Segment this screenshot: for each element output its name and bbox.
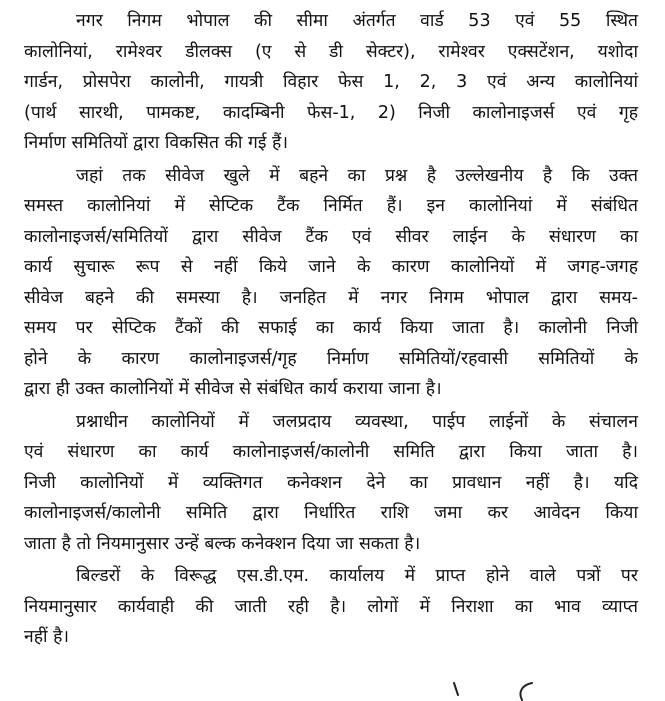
paragraph-line: कालोनियां, रामेश्वर डीलक्स (ए से डी सेक्टर), रामेश्वर एक्सटेंशन, यशोदा <box>24 41 638 62</box>
paragraph-line: प्रश्नाधीन कालोनियों में जलप्रदाय व्यवस्था, पाईप लाईनों के संचालन <box>76 411 638 432</box>
paragraph-water-supply <box>24 407 638 560</box>
paragraph-line: जाता है तो नियमानुसार उन्हें बल्क कनेक्शन दिया जा सकता है। <box>24 533 421 554</box>
paragraph-line: कालोनाइजर्स/कालोनी समिति द्वारा निर्धारित राशि जमा कर आवेदन किया <box>24 503 638 523</box>
paragraph-sewage <box>24 161 638 405</box>
paragraph-line: नियमानुसार कार्यवाही की जाती रही है। लोगों में निराशा का भाव व्याप्त <box>24 596 638 617</box>
paragraph-line: समस्त कालोनियां में सेप्टिक टैंक निर्मित हैं। इन कालोनियां में संबंधित <box>24 196 638 216</box>
paragraph-line: होने के कारण कालोनाइजर्स/गृह निर्माण समितियों/रहवासी समितियों के <box>24 348 638 369</box>
paragraph-line: नहीं है। <box>24 627 70 647</box>
paragraph-line: बिल्डरों के विरूद्ध एस.डी.एम. कार्यालय में प्राप्त होने वाले पत्रों पर <box>76 566 638 586</box>
paragraph-wards-colonies <box>24 6 638 159</box>
paragraph-line: कालोनाइजर्स/समितियों द्वारा सीवेज टैंक एवं सीवर लाईन के संधारण का <box>24 226 638 247</box>
handwritten-mark <box>440 680 560 701</box>
paragraph-line: जहां तक सीवेज खुले में बहने का प्रश्न है उल्लेखनीय है कि उक्त <box>76 165 638 186</box>
paragraph-line: समय पर सेप्टिक टैंकों की सफाई का कार्य किया जाता है। कालोनी निजी <box>24 318 638 338</box>
paragraph-line: निजी कालोनियों में व्यक्तिगत कनेक्शन देने का प्रावधान नहीं है। यदि <box>24 472 638 493</box>
paragraph-line: द्वारा ही उक्त कालोनियों में सीवेज से संबंधित कार्य कराया जाना है। <box>24 379 442 399</box>
paragraph-line: सीवेज बहने की समस्या है। जनहित में नगर निगम भोपाल द्वारा समय- <box>24 287 638 308</box>
paragraph-line: (पार्थ सारथी, पामकष्ट, कादम्बिनी फेस-1, 2) निजी कालोनाइजर्स एवं गृह <box>24 102 638 123</box>
paragraph-line: कार्य सुचारू रूप से नहीं किये जाने के कारण कालोनियों में जगह-जगह <box>24 257 638 277</box>
paragraph-line: निर्माण समितियों द्वारा विकसित की गई हैं। <box>24 133 288 153</box>
paragraph-line: नगर निगम भोपाल की सीमा अंतर्गत वार्ड 53 एवं 55 स्थित <box>76 11 638 31</box>
paragraph-line: गार्डन, प्रोसपेरा कालोनी, गायत्री विहार फेस 1, 2, 3 एवं अन्य कालोनियां <box>24 72 638 92</box>
paragraph-builders-action <box>24 561 638 653</box>
document-page <box>24 6 638 653</box>
paragraph-line: एवं संधारण का कार्य कालोनाइजर्स/कालोनी समिति द्वारा किया जाता है। <box>24 442 638 462</box>
